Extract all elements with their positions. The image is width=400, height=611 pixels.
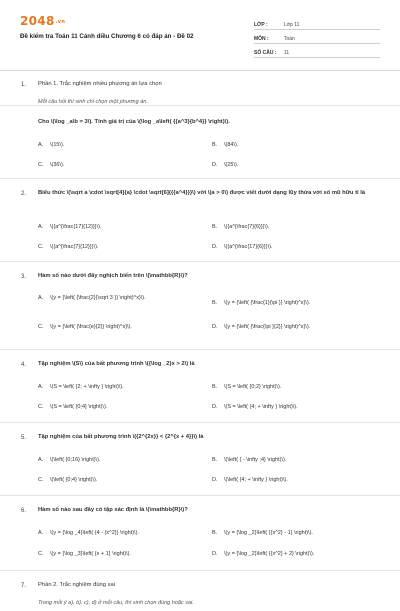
- option-b[interactable]: B. \({a^{\frac{7}{6}}}\).: [212, 224, 270, 230]
- option-a[interactable]: A. \(15\).: [38, 142, 65, 148]
- option-b[interactable]: B. \(y = {\left( {\frac{1}{\pi }} \right)^x}\).: [212, 300, 311, 306]
- option-c[interactable]: C. \({a^{\frac{7}{12}}}\).: [38, 244, 99, 250]
- option-d[interactable]: D. \(\left( {4; + \infty } \right)\).: [212, 477, 288, 483]
- question-item: [0, 423, 400, 496]
- question-text: Biểu thức \(\sqrt a \cdot \sqrt[4]{a} \cdot \sqrt[6]{{{a^4}}}\) với \(a > 0\) được viết dưới dạng lũy thừa với số mũ hữu tỉ là: [38, 190, 366, 196]
- question-number: 3.: [21, 274, 27, 280]
- option-b[interactable]: B. \(84\).: [212, 142, 239, 148]
- question-item: [0, 106, 400, 179]
- section-item: [0, 571, 400, 611]
- question-list: [0, 70, 400, 611]
- meta-key: LỚP :: [254, 22, 268, 28]
- document-title: Đề kiểm tra Toán 11 Cánh diều Chương 6 có đáp án - Đề 02: [20, 33, 194, 40]
- option-a[interactable]: A. \({a^{\frac{17}{12}}}\).: [38, 224, 102, 230]
- question-item: [0, 350, 400, 423]
- meta-value: 11: [284, 50, 290, 56]
- option-a[interactable]: A. \(y = {\left( {\frac{2}{\sqrt 3 }} \right)^x}\).: [38, 295, 146, 301]
- question-text: Tập nghiệm của bất phương trình \({2^{2x}} < {2^{x + 4}}\) là: [38, 434, 204, 440]
- option-a[interactable]: A. \(\left( {0;16} \right)\).: [38, 457, 101, 463]
- meta-value: Lớp 11: [284, 22, 300, 28]
- option-b[interactable]: B. \(y = {\log _2}\left( {{x^2} - 1} \right)\).: [212, 530, 313, 536]
- question-number: 4.: [21, 362, 27, 368]
- option-b[interactable]: B. \(S = \left( {0;2} \right)\).: [212, 384, 282, 390]
- question-text: Tập nghiệm \(S\) của bất phương trình \({\log _2}x > 2\) là: [38, 361, 195, 367]
- option-d[interactable]: D. \({a^{\frac{17}{6}}}\).: [212, 244, 273, 250]
- option-c[interactable]: C. \(y = {\left( {\frac{e}{2}} \right)^x}\).: [38, 324, 132, 330]
- option-a[interactable]: A. \(y = {\log _4}\left( {4 - {x^2}} \right)\).: [38, 530, 139, 536]
- meta-key: MÔN :: [254, 36, 269, 42]
- meta-row-question-count: [254, 44, 380, 58]
- question-item: [0, 496, 400, 571]
- option-d[interactable]: D. \(S = \left( {4; + \infty } \right)\).: [212, 404, 298, 410]
- option-c[interactable]: C. \(y = {\log _3}\left( {x + 1} \right)\).: [38, 551, 132, 557]
- question-text: Hàm số nào sau đây có tập xác định là \(\mathbb{R}\)?: [38, 507, 188, 513]
- site-logo[interactable]: 2048.vn: [20, 14, 66, 28]
- question-item: [0, 262, 400, 350]
- option-d[interactable]: D. \(y = {\left( {\frac{\pi }{2}} \right)^x}\).: [212, 324, 311, 330]
- question-item: [0, 179, 400, 262]
- option-b[interactable]: B. \(\left( { - \infty ;4} \right)\).: [212, 457, 287, 463]
- section-item: [0, 70, 400, 106]
- question-text: Cho \(\log _a\b = 3\). Tính giá trị của \(\log _a\left( {{a^3}{b^4}} \right)\).: [38, 119, 230, 125]
- meta-row-subject: [254, 30, 380, 44]
- meta-row-class: [254, 16, 380, 30]
- meta-value: Toán: [284, 36, 295, 42]
- option-c[interactable]: C. \(\left( {0;4} \right)\).: [38, 477, 98, 483]
- section-note: Mỗi câu hỏi thí sinh chỉ chọn một phương án.: [38, 99, 148, 105]
- section-title: Phần 2. Trắc nghiệm đúng sai: [38, 582, 116, 588]
- exam-meta-table: [254, 16, 380, 58]
- question-number: 5.: [21, 435, 27, 441]
- option-d[interactable]: D. \(y = {\log _2}\left( {{x^2} + 2} \right)\).: [212, 551, 315, 557]
- question-number: 1.: [21, 82, 27, 88]
- question-number: 6.: [21, 508, 27, 514]
- section-note: Trong mỗi ý a), b), c), d) ở mỗi câu, thí sinh chọn đúng hoặc sai.: [38, 600, 194, 606]
- option-d[interactable]: D. \(25\).: [212, 162, 239, 168]
- question-number: 7.: [21, 583, 27, 589]
- option-a[interactable]: A. \(S = \left( {2; + \infty } \right)\).: [38, 384, 124, 390]
- question-number: 2.: [21, 191, 27, 197]
- option-c[interactable]: C. \(36\).: [38, 162, 65, 168]
- meta-key: SỐ CÂU :: [254, 50, 277, 56]
- option-c[interactable]: C. \(S = \left( {0;4} \right)\).: [38, 404, 108, 410]
- exam-header: [0, 0, 400, 71]
- question-text: Hàm số nào dưới đây nghịch biến trên \(\mathbb{R}\)?: [38, 273, 188, 279]
- section-title: Phần 1. Trắc nghiệm nhiều phương án lựa chọn: [38, 81, 162, 87]
